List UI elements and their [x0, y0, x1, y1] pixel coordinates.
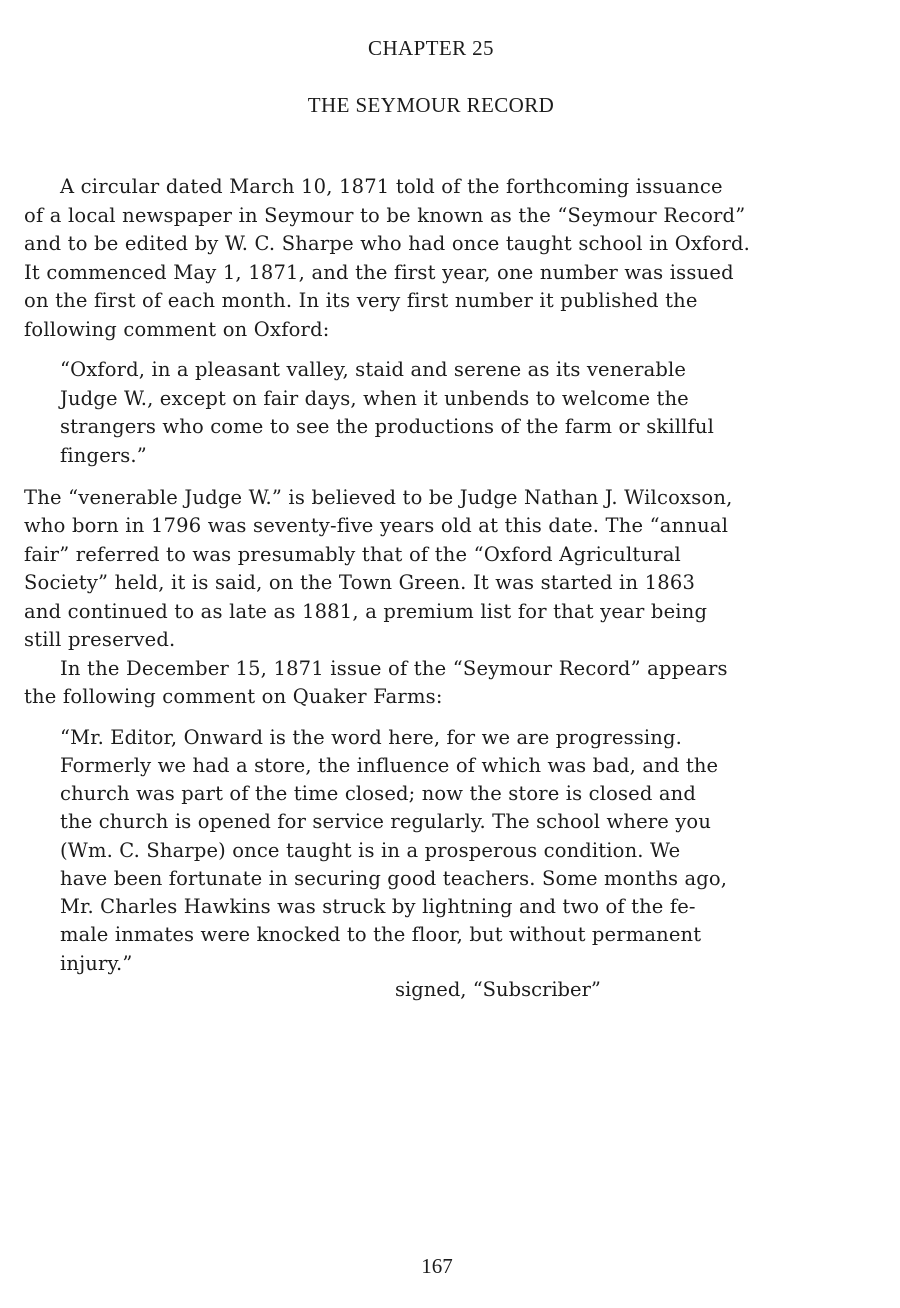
signature-line: signed, “Subscriber” [395, 978, 601, 1001]
quote-line: Mr. Charles Hawkins was struck by lightning and two of the fe- [60, 895, 696, 918]
quote-line: the church is opened for service regularly. The school where you [60, 810, 712, 833]
quote-line: have been fortunate in securing good teachers. Some months ago, [60, 867, 728, 890]
quote-line: “Mr. Editor, Onward is the word here, for we are progressing. [60, 726, 682, 749]
text-line: still preserved. [24, 628, 176, 651]
text-line: The “venerable Judge W.” is believed to be Judge Nathan J. Wilcoxson, [24, 486, 733, 509]
text-line: Society” held, it is said, on the Town Green. It was started in 1863 [24, 571, 696, 594]
text-line: fair” referred to was presumably that of the “Oxford Agricultural [24, 543, 681, 566]
text-line: and continued to as late as 1881, a premium list for that year being [24, 600, 708, 623]
chapter-title: THE SEYMOUR RECORD [307, 93, 555, 117]
text-line: and to be edited by W. C. Sharpe who had once taught school in Oxford. [24, 232, 751, 255]
text-line: It commenced May 1, 1871, and the first year, one number was issued [24, 261, 734, 284]
page-number: 167 [421, 1254, 453, 1278]
quote-line: church was part of the time closed; now the store is closed and [60, 782, 696, 805]
text-line: following comment on Oxford: [24, 318, 330, 341]
text-line: who born in 1796 was seventy-five years old at this date. The “annual [24, 514, 729, 537]
quote-line: (Wm. C. Sharpe) once taught is in a prosperous condition. We [60, 839, 681, 862]
quote-line: Formerly we had a store, the influence of which was bad, and the [60, 754, 719, 777]
quote-line: injury.” [60, 952, 133, 975]
quote-line: fingers.” [60, 444, 147, 467]
chapter-number: CHAPTER 25 [368, 36, 494, 60]
quote-line: Judge W., except on fair days, when it unbends to welcome the [60, 387, 689, 410]
text-line: the following comment on Quaker Farms: [24, 685, 443, 708]
text-line: on the first of each month. In its very first number it published the [24, 289, 698, 312]
quote-line: male inmates were knocked to the floor, but without permanent [60, 923, 702, 946]
text-line: A circular dated March 10, 1871 told of the forthcoming issuance [60, 175, 723, 198]
text-line: of a local newspaper in Seymour to be known as the “Seymour Record” [24, 204, 746, 227]
quote-line: “Oxford, in a pleasant valley, staid and serene as its venerable [60, 358, 687, 381]
text-line: In the December 15, 1871 issue of the “Seymour Record” appears [60, 657, 728, 680]
quote-line: strangers who come to see the productions of the farm or skillful [60, 415, 714, 438]
